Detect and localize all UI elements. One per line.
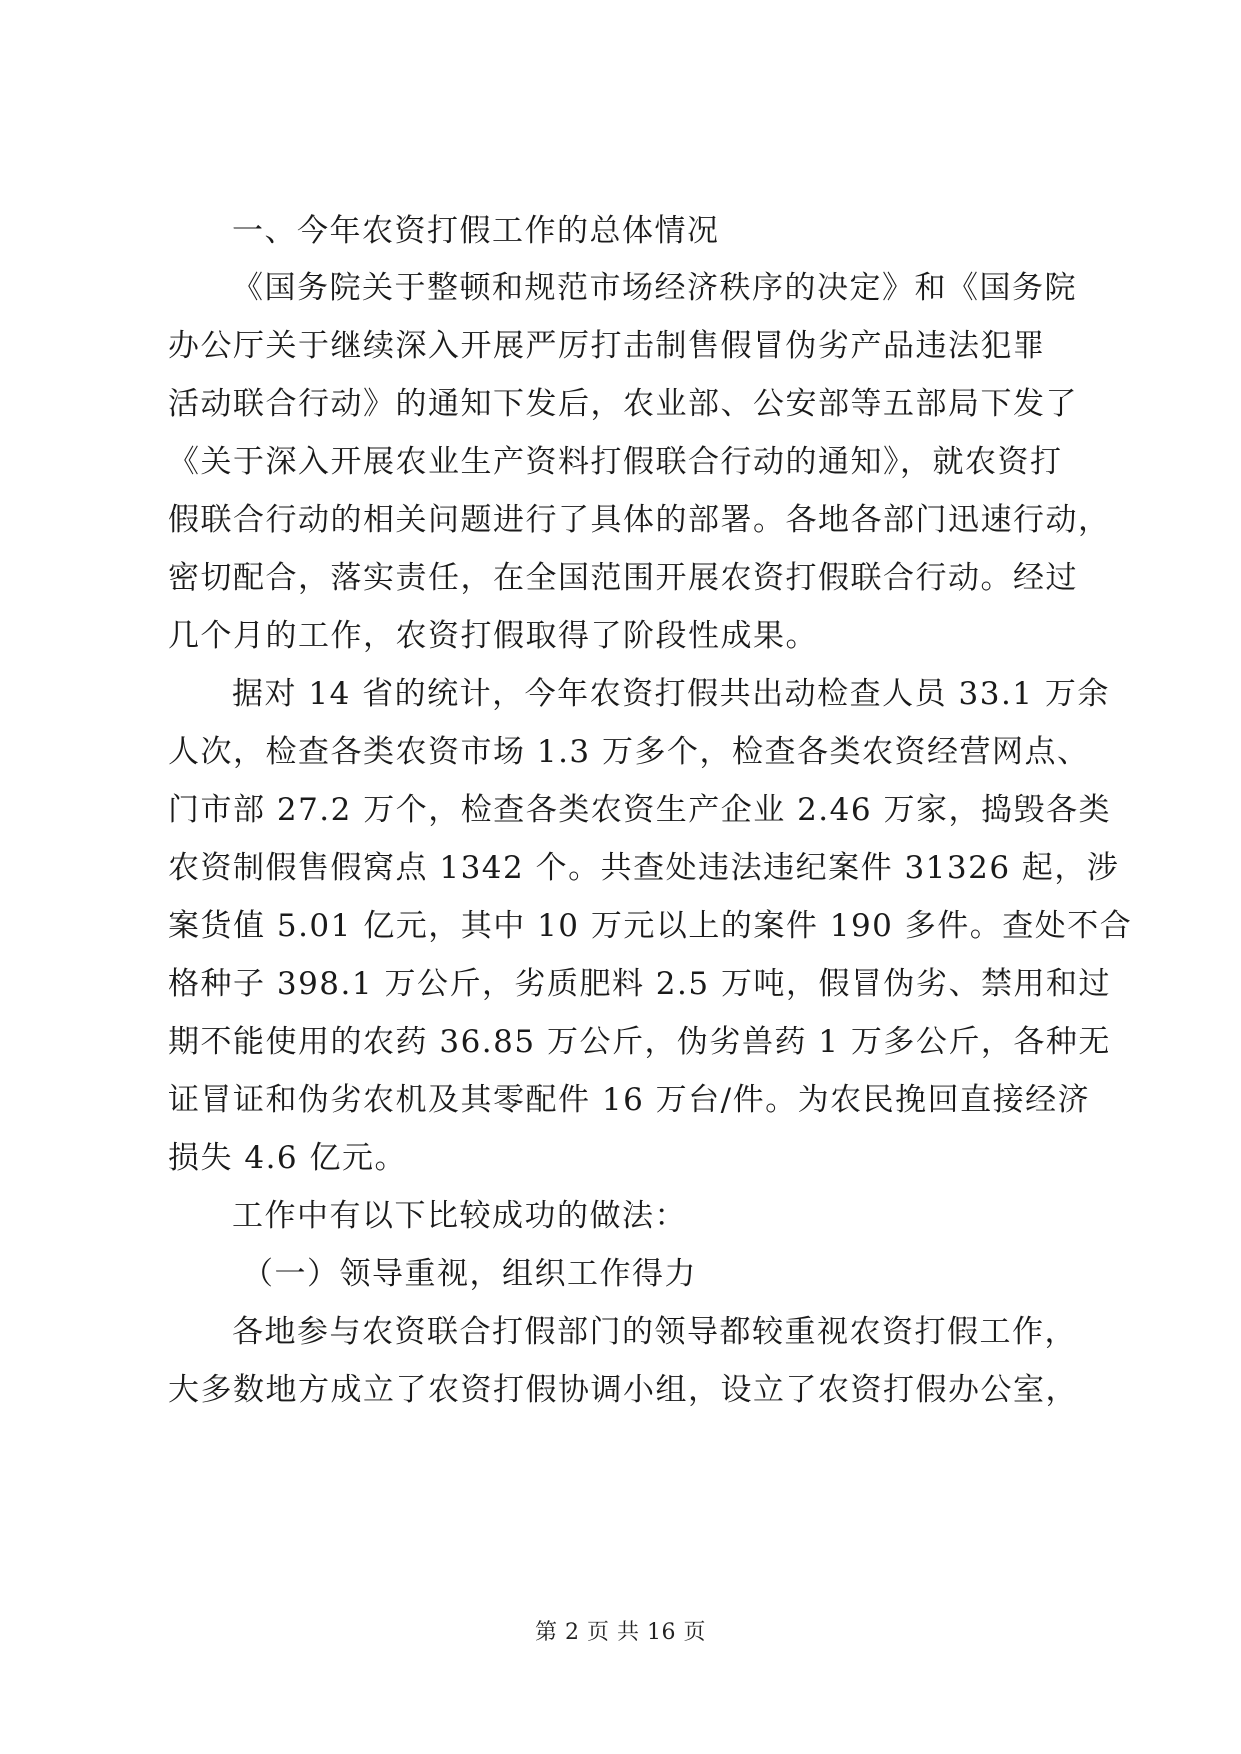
subheading: （一）领导重视，组织工作得力: [242, 1256, 697, 1292]
paragraph-line: 《国务院关于整顿和规范市场经济秩序的决定》和《国务院: [232, 270, 1077, 306]
paragraph-line: 案货值 5.01 亿元，其中 10 万元以上的案件 190 多件。查处不合: [168, 908, 1133, 944]
paragraph-line: 各地参与农资联合打假部门的领导都较重视农资打假工作，: [232, 1314, 1077, 1350]
page-number-footer: 第 2 页 共 16 页: [535, 1620, 706, 1645]
paragraph-line: 活动联合行动》的通知下发后，农业部、公安部等五部局下发了: [168, 386, 1078, 422]
section-heading: 一、今年农资打假工作的总体情况: [232, 213, 720, 249]
paragraph-line: 损失 4.6 亿元。: [168, 1140, 408, 1176]
paragraph-line: 假联合行动的相关问题进行了具体的部署。各地各部门迅速行动，: [168, 502, 1111, 538]
paragraph-line: 证冒证和伪劣农机及其零配件 16 万台/件。为农民挽回直接经济: [168, 1082, 1091, 1118]
paragraph-line: 《关于深入开展农业生产资料打假联合行动的通知》，就农资打: [168, 444, 1063, 480]
paragraph-line: 大多数地方成立了农资打假协调小组，设立了农资打假办公室，: [168, 1372, 1078, 1408]
paragraph-line: 期不能使用的农药 36.85 万公斤，伪劣兽药 1 万多公斤，各种无: [168, 1024, 1111, 1060]
paragraph-line: 门市部 27.2 万个，检查各类农资生产企业 2.46 万家，捣毁各类: [168, 792, 1111, 828]
paragraph-line: 办公厅关于继续深入开展严厉打击制售假冒伪劣产品违法犯罪: [168, 328, 1046, 364]
paragraph-line: 据对 14 省的统计，今年农资打假共出动检查人员 33.1 万余: [232, 676, 1110, 712]
paragraph-line: 农资制假售假窝点 1342 个。共查处违法违纪案件 31326 起，涉: [168, 850, 1120, 886]
paragraph-line: 人次，检查各类农资市场 1.3 万多个，检查各类农资经营网点、: [168, 734, 1090, 770]
paragraph-line: 密切配合，落实责任，在全国范围开展农资打假联合行动。经过: [168, 560, 1078, 596]
paragraph-line: 几个月的工作，农资打假取得了阶段性成果。: [168, 618, 818, 654]
paragraph-line: 工作中有以下比较成功的做法：: [232, 1198, 687, 1234]
paragraph-line: 格种子 398.1 万公斤，劣质肥料 2.5 万吨，假冒伪劣、禁用和过: [168, 966, 1111, 1002]
